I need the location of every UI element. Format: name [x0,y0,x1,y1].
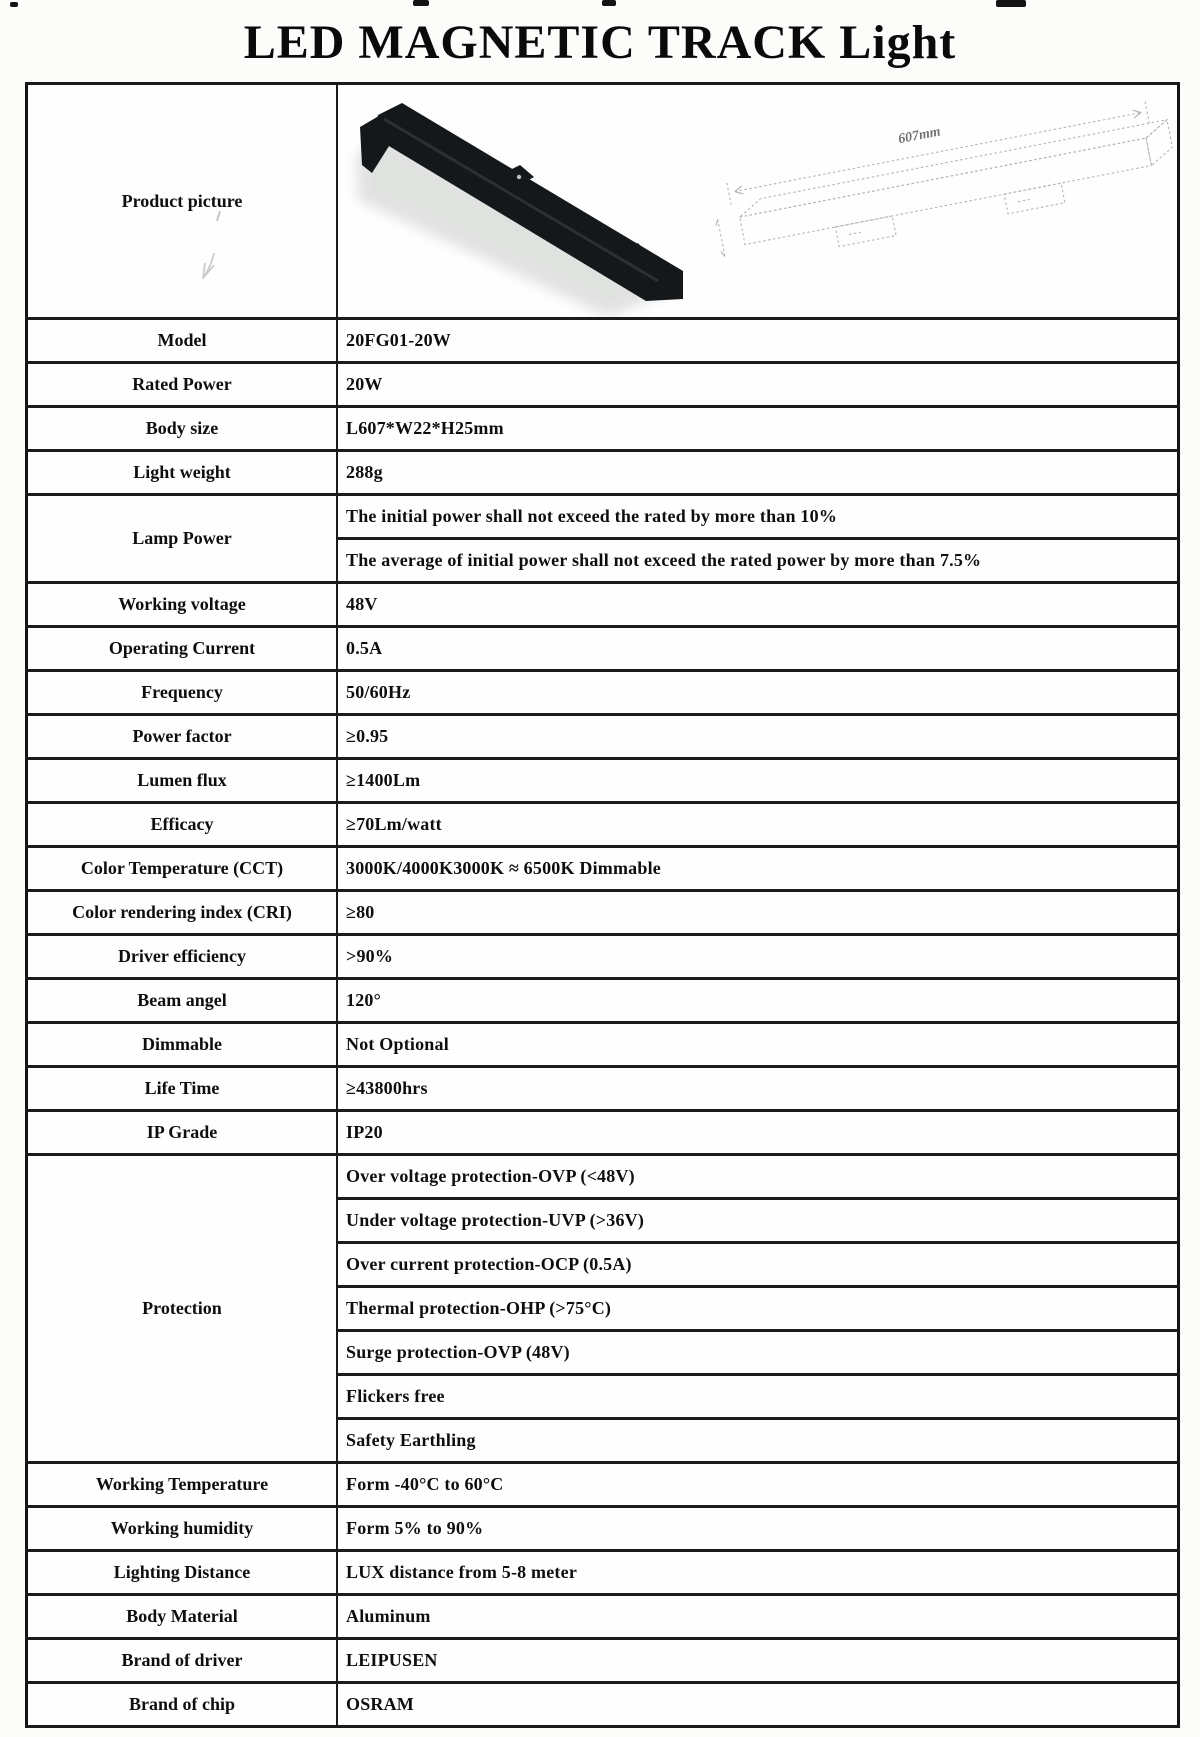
spec-value: Form -40°C to 60°C [337,1463,1179,1507]
spec-label: Brand of chip [27,1683,338,1727]
spec-label: Color rendering index (CRI) [27,891,338,935]
spec-label: Working Temperature [27,1463,338,1507]
spec-value: ≥1400Lm [337,759,1179,803]
product-picture-label-text: Product picture [121,190,243,211]
spec-value: Surge protection-OVP (48V) [337,1331,1179,1375]
spec-label: Lamp Power [27,495,338,583]
spec-value: ≥43800hrs [337,1067,1179,1111]
product-dimension-drawing [683,85,1177,317]
spec-value: 20FG01-20W [337,319,1179,363]
spec-value: Flickers free [337,1375,1179,1419]
spec-value: Under voltage protection-UVP (>36V) [337,1199,1179,1243]
spec-value: Form 5% to 90% [337,1507,1179,1551]
table-row [27,627,1179,671]
spec-label: Efficacy [27,803,338,847]
spec-label: Frequency [27,671,338,715]
table-row [27,759,1179,803]
spec-table-body [27,84,1179,1727]
track-light-photo-graphic [338,85,683,317]
table-row [27,407,1179,451]
product-picture-row [27,84,1179,319]
spec-value: 3000K/4000K3000K ≈ 6500K Dimmable [337,847,1179,891]
product-photo [338,85,683,317]
table-row [27,363,1179,407]
spec-label: Lighting Distance [27,1551,338,1595]
spec-label: Protection [27,1155,338,1463]
table-row [27,1463,1179,1507]
spec-value: 50/60Hz [337,671,1179,715]
page-title: LED MAGNETIC TRACK Light [243,16,957,69]
spec-value: Over voltage protection-OVP (<48V) [337,1155,1179,1199]
table-row [27,715,1179,759]
table-row [27,1023,1179,1067]
spec-value: L607*W22*H25mm [337,407,1179,451]
scan-artifact [413,0,429,6]
table-row [27,935,1179,979]
product-picture-cell [337,84,1179,319]
product-picture-label [27,84,338,319]
spec-value: 48V [337,583,1179,627]
spec-value: ≥80 [337,891,1179,935]
table-row [27,451,1179,495]
spec-label: Operating Current [27,627,338,671]
table-row [27,319,1179,363]
spec-label: Lumen flux [27,759,338,803]
spec-value: 120° [337,979,1179,1023]
table-row [27,803,1179,847]
scan-artifact [996,0,1026,7]
spec-label: Brand of driver [27,1639,338,1683]
spec-label: Model [27,319,338,363]
spec-label: Light weight [27,451,338,495]
spec-label: Dimmable [27,1023,338,1067]
spec-value: The initial power shall not exceed the rated by more than 10% [337,495,1179,539]
spec-value: 288g [337,451,1179,495]
table-row [27,1067,1179,1111]
table-row [27,1507,1179,1551]
table-row [27,583,1179,627]
spec-value: 0.5A [337,627,1179,671]
spec-value: 20W [337,363,1179,407]
spec-value: LUX distance from 5-8 meter [337,1551,1179,1595]
table-row [27,1639,1179,1683]
spec-label: Body size [27,407,338,451]
spec-label: Body Material [27,1595,338,1639]
spec-label: Beam angel [27,979,338,1023]
spec-label: Working voltage [27,583,338,627]
spec-label: Color Temperature (CCT) [27,847,338,891]
spec-value: Not Optional [337,1023,1179,1067]
table-row [27,1155,1179,1199]
dimension-drawing-graphic [683,85,1177,317]
table-row [27,1683,1179,1727]
table-row [27,891,1179,935]
spec-value: Thermal protection-OHP (>75°C) [337,1287,1179,1331]
table-row [27,495,1179,539]
spec-label: Power factor [27,715,338,759]
spec-value: Over current protection-OCP (0.5A) [337,1243,1179,1287]
dimension-label: 607mm [897,124,942,148]
spec-value: The average of initial power shall not exceed the rated power by more than 7.5% [337,539,1179,583]
table-row [27,1595,1179,1639]
spec-value: OSRAM [337,1683,1179,1727]
table-row [27,671,1179,715]
spec-label: Driver efficiency [27,935,338,979]
scan-artifact [10,2,18,7]
spec-value: ≥70Lm/watt [337,803,1179,847]
spec-value: ≥0.95 [337,715,1179,759]
spec-table [25,82,1180,1728]
spec-label: IP Grade [27,1111,338,1155]
spec-value: Safety Earthling [337,1419,1179,1463]
spec-value: >90% [337,935,1179,979]
spec-value: LEIPUSEN [337,1639,1179,1683]
product-picture-wrap [338,85,1177,317]
table-row [27,1111,1179,1155]
table-row [27,1551,1179,1595]
spec-label: Working humidity [27,1507,338,1551]
spec-label: Rated Power [27,363,338,407]
table-row [27,979,1179,1023]
table-row [27,847,1179,891]
spec-value: IP20 [337,1111,1179,1155]
spec-label: Life Time [27,1067,338,1111]
scan-artifact [602,0,616,6]
spec-value: Aluminum [337,1595,1179,1639]
